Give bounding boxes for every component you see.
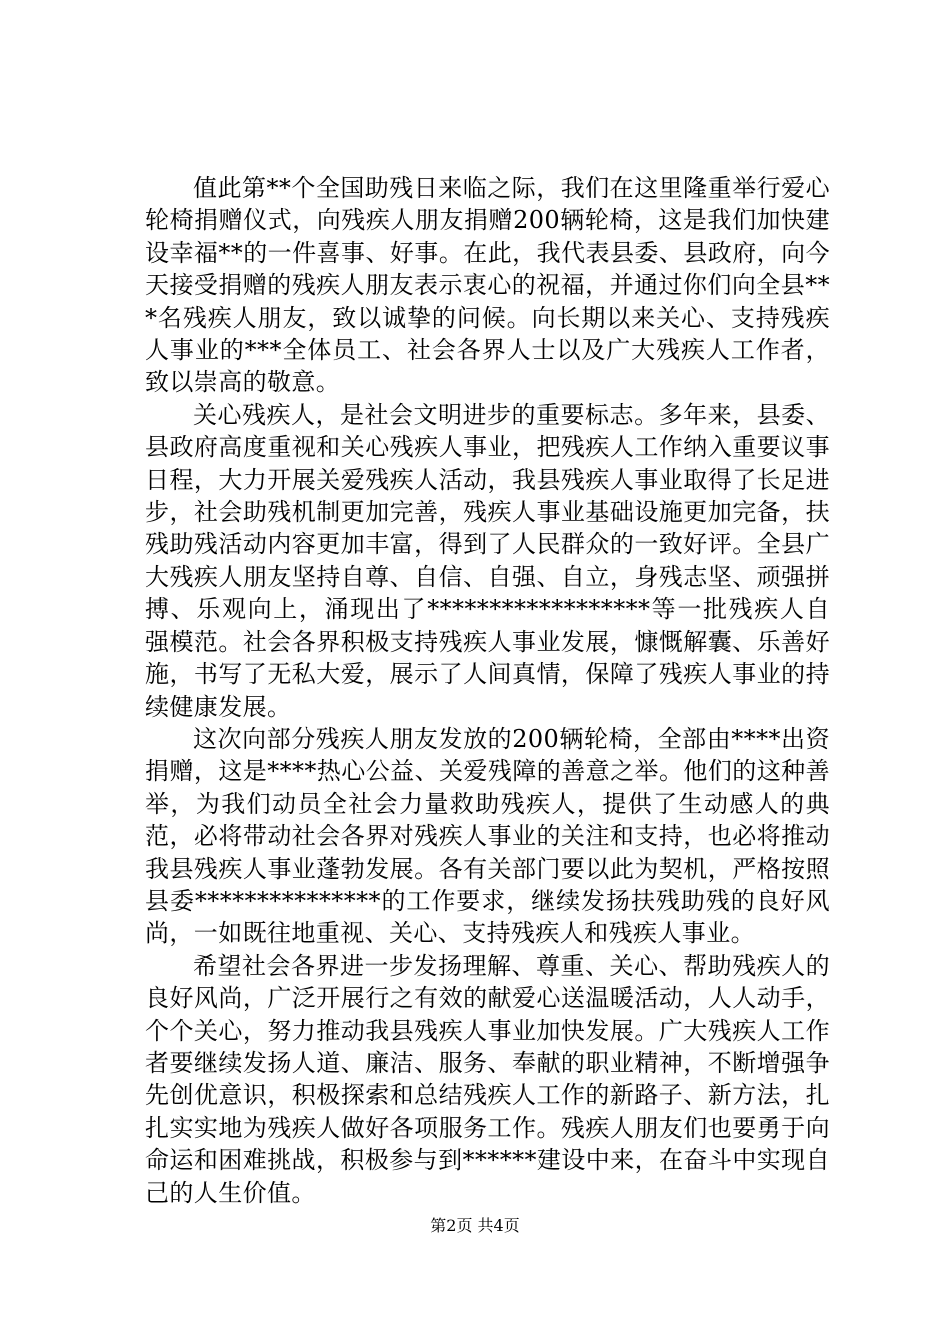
page-number-label: 第2页 共4页 — [430, 1216, 520, 1235]
document-body — [145, 172, 830, 1209]
paragraph-3: 这次向部分残疾人朋友发放的200辆轮椅，全部由****出资捐赠，这是****热心公益、关爱残障的善意之举。他们的这种善举，为我们动员全社会力量救助残疾人，提供了生动感人的典范，必将带动社会各界对残疾人事业的关注和支持，也必将推动我县残疾人事业蓬勃发展。各有关部门要以此为契机，严格按照县委***************的工作要求，继续发扬扶残助残的良好风尚，一如既往地重视、关心、支持残疾人和残疾人事业。 — [145, 724, 830, 948]
paragraph-1: 值此第**个全国助残日来临之际，我们在这里隆重举行爱心轮椅捐赠仪式，向残疾人朋友捐赠200辆轮椅，这是我们加快建设幸福**的一件喜事、好事。在此，我代表县委、县政府，向今天接受捐赠的残疾人朋友表示衷心的祝福，并通过你们向全县***名残疾人朋友，致以诚挚的问候。向长期以来关心、支持残疾人事业的***全体员工、社会各界人士以及广大残疾人工作者，致以崇高的敬意。 — [145, 174, 830, 397]
paragraph-2: 关心残疾人，是社会文明进步的重要标志。多年来，县委、县政府高度重视和关心残疾人事业，把残疾人工作纳入重要议事日程，大力开展关爱残疾人活动，我县残疾人事业取得了长足进步，社会助残机制更加完善，残疾人事业基础设施更加完备，扶残助残活动内容更加丰富，得到了人民群众的一致好评。全县广大残疾人朋友坚持自尊、自信、自强、自立，身残志坚、顽强拼搏、乐观向上，涌现出了******************等一批残疾人自强模范。社会各界积极支持残疾人事业发展，慷慨解囊、乐善好施，书写了无私大爱，展示了人间真情，保障了残疾人事业的持续健康发展。 — [145, 400, 830, 721]
page-footer — [0, 1216, 950, 1236]
paragraph-4: 希望社会各界进一步发扬理解、尊重、关心、帮助残疾人的良好风尚，广泛开展行之有效的献爱心送温暖活动，人人动手，个个关心，努力推动我县残疾人事业加快发展。广大残疾人工作者要继续发扬人道、廉洁、服务、奉献的职业精神，不断增强争先创优意识，积极探索和总结残疾人工作的新路子、新方法，扎扎实实地为残疾人做好各项服务工作。残疾人朋友们也要勇于向命运和困难挑战，积极参与到******建设中来，在奋斗中实现自己的人生价值。 — [145, 951, 830, 1207]
